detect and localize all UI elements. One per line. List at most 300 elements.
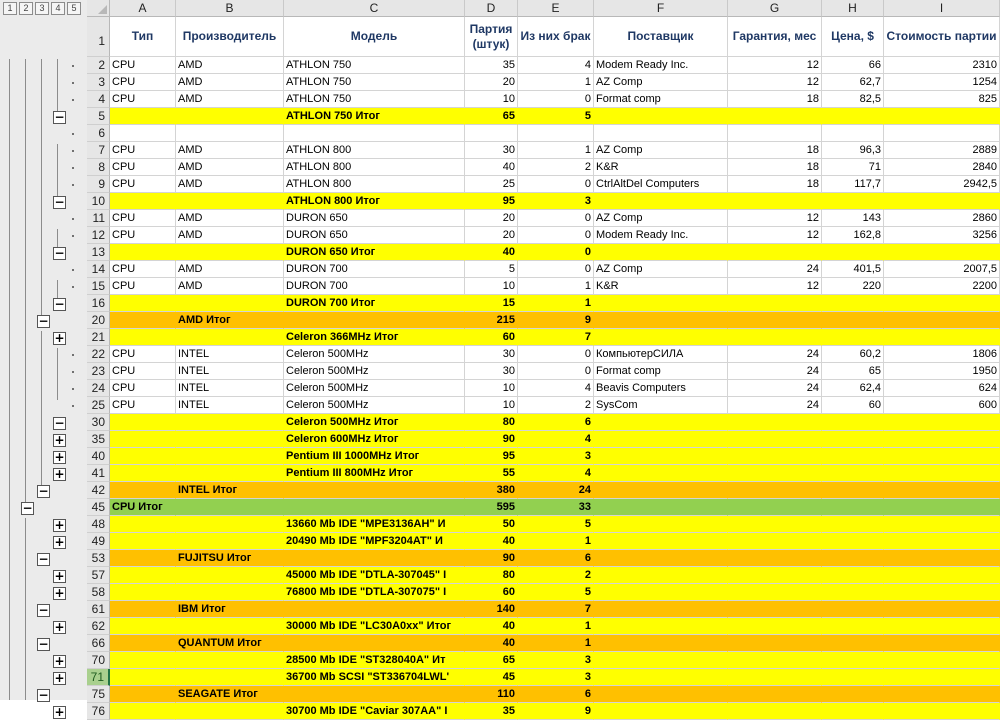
cell-e[interactable]: 1 [518,74,594,91]
column-header-h[interactable]: H [822,0,884,17]
cell-c[interactable]: 20490 Mb IDE "MPF3204AT" И [284,533,465,550]
cell-i[interactable] [884,686,1000,703]
cell-h[interactable]: 66 [822,57,884,74]
collapse-group-button[interactable]: − [54,245,65,260]
row-number[interactable]: 61 [87,601,110,618]
cell-a[interactable]: CPU [110,261,176,278]
cell-g[interactable]: 12 [728,278,822,295]
cell-i[interactable]: 1950 [884,363,1000,380]
cell-g[interactable]: 24 [728,397,822,414]
cell-g[interactable]: 18 [728,176,822,193]
cell-a[interactable]: CPU [110,363,176,380]
cell-g[interactable] [728,584,822,601]
expand-group-button[interactable]: + [54,534,65,549]
cell-h[interactable] [822,108,884,125]
cell-i[interactable] [884,635,1000,652]
cell-h[interactable]: 96,3 [822,142,884,159]
header-cell-e[interactable]: Из них брак [518,17,594,57]
row-number[interactable]: 7 [87,142,110,159]
cell-f[interactable] [594,465,728,482]
expand-group-button[interactable]: + [54,517,65,532]
cell-c[interactable]: Pentium III 800MHz Итог [284,465,465,482]
cell-d[interactable]: 30 [465,363,518,380]
cell-h[interactable] [822,703,884,720]
cell-b[interactable] [176,244,284,261]
cell-c[interactable]: 45000 Mb IDE "DTLA-307045" I [284,567,465,584]
cell-f[interactable]: K&R [594,278,728,295]
cell-a[interactable] [110,533,176,550]
cell-h[interactable] [822,669,884,686]
cell-i[interactable] [884,414,1000,431]
cell-b[interactable]: INTEL [176,380,284,397]
cell-a[interactable] [110,108,176,125]
cell-a[interactable] [110,193,176,210]
cell-b[interactable] [176,431,284,448]
cell-h[interactable] [822,601,884,618]
outline-level-2-button[interactable]: 2 [19,2,33,15]
cell-f[interactable]: Modem Ready Inc. [594,227,728,244]
column-header-i[interactable]: I [884,0,1000,17]
row-number[interactable]: 15 [87,278,110,295]
cell-b[interactable]: INTEL [176,346,284,363]
cell-b[interactable]: AMD [176,74,284,91]
cell-f[interactable] [594,669,728,686]
cell-g[interactable] [728,669,822,686]
cell-d[interactable]: 60 [465,329,518,346]
expand-group-button[interactable]: + [54,704,65,719]
cell-d[interactable]: 95 [465,193,518,210]
cell-h[interactable]: 162,8 [822,227,884,244]
cell-e[interactable]: 0 [518,227,594,244]
cell-b[interactable]: INTEL [176,363,284,380]
cell-c[interactable]: Celeron 500MHz [284,346,465,363]
cell-g[interactable] [728,448,822,465]
cell-a[interactable] [110,686,176,703]
cell-f[interactable] [594,601,728,618]
cell-a[interactable] [110,635,176,652]
cell-d[interactable]: 20 [465,227,518,244]
cell-c[interactable]: DURON 650 Итог [284,244,465,261]
cell-e[interactable]: 6 [518,686,594,703]
column-header-c[interactable]: C [284,0,465,17]
cell-e[interactable]: 3 [518,652,594,669]
cell-i[interactable]: 2942,5 [884,176,1000,193]
cell-e[interactable]: 7 [518,329,594,346]
collapse-group-button[interactable]: − [38,636,49,651]
cell-e[interactable]: 6 [518,550,594,567]
cell-b[interactable]: AMD [176,142,284,159]
cell-e[interactable]: 5 [518,516,594,533]
cell-e[interactable]: 0 [518,210,594,227]
cell-g[interactable]: 18 [728,142,822,159]
cell-d[interactable]: 30 [465,142,518,159]
cell-e[interactable]: 0 [518,176,594,193]
cell-e[interactable]: 3 [518,669,594,686]
cell-d[interactable]: 215 [465,312,518,329]
cell-b[interactable] [176,448,284,465]
expand-group-button[interactable]: + [54,432,65,447]
cell-a[interactable]: CPU [110,57,176,74]
cell-g[interactable] [728,244,822,261]
cell-f[interactable] [594,244,728,261]
cell-e[interactable]: 1 [518,142,594,159]
collapse-group-button[interactable]: − [54,194,65,209]
cell-g[interactable] [728,125,822,142]
cell-a[interactable] [110,482,176,499]
cell-b[interactable] [176,567,284,584]
cell-f[interactable] [594,295,728,312]
cell-f[interactable]: AZ Comp [594,74,728,91]
cell-c[interactable]: ATHLON 750 [284,57,465,74]
row-number[interactable]: 66 [87,635,110,652]
outline-level-3-button[interactable]: 3 [35,2,49,15]
row-number[interactable]: 2 [87,57,110,74]
cell-e[interactable]: 3 [518,448,594,465]
cell-b[interactable]: QUANTUM Итог [176,635,284,652]
cell-c[interactable]: 30000 Mb IDE "LC30A0xx" Итог [284,618,465,635]
cell-a[interactable] [110,516,176,533]
cell-d[interactable]: 90 [465,431,518,448]
cell-d[interactable]: 40 [465,618,518,635]
cell-f[interactable]: Modem Ready Inc. [594,57,728,74]
cell-i[interactable] [884,329,1000,346]
cell-b[interactable] [176,499,284,516]
header-cell-g[interactable]: Гарантия, мес [728,17,822,57]
cell-d[interactable]: 65 [465,108,518,125]
cell-h[interactable]: 82,5 [822,91,884,108]
cell-e[interactable]: 1 [518,533,594,550]
row-number[interactable]: 12 [87,227,110,244]
cell-a[interactable]: CPU [110,210,176,227]
cell-h[interactable] [822,584,884,601]
cell-f[interactable]: SysCom [594,397,728,414]
cell-i[interactable] [884,448,1000,465]
cell-f[interactable] [594,686,728,703]
cell-e[interactable]: 9 [518,703,594,720]
cell-d[interactable]: 40 [465,635,518,652]
cell-i[interactable]: 2007,5 [884,261,1000,278]
cell-e[interactable]: 5 [518,584,594,601]
cell-a[interactable] [110,125,176,142]
cell-g[interactable]: 12 [728,227,822,244]
cell-h[interactable] [822,686,884,703]
cell-e[interactable]: 0 [518,261,594,278]
cell-g[interactable] [728,312,822,329]
cell-f[interactable] [594,414,728,431]
column-header-f[interactable]: F [594,0,728,17]
cell-e[interactable]: 2 [518,159,594,176]
cell-e[interactable]: 3 [518,193,594,210]
collapse-group-button[interactable]: − [54,296,65,311]
cell-c[interactable]: DURON 700 Итог [284,295,465,312]
cell-g[interactable] [728,482,822,499]
cell-a[interactable]: CPU [110,397,176,414]
cell-f[interactable] [594,567,728,584]
cell-a[interactable] [110,618,176,635]
cell-f[interactable]: AZ Comp [594,261,728,278]
cell-f[interactable]: Beavis Computers [594,380,728,397]
cell-g[interactable] [728,652,822,669]
cell-g[interactable]: 24 [728,363,822,380]
cell-f[interactable]: AZ Comp [594,142,728,159]
cell-a[interactable]: CPU [110,91,176,108]
cell-c[interactable]: Celeron 366MHz Итог [284,329,465,346]
cell-h[interactable] [822,618,884,635]
cell-b[interactable] [176,295,284,312]
cell-d[interactable]: 65 [465,652,518,669]
row-number[interactable]: 40 [87,448,110,465]
cell-g[interactable]: 18 [728,91,822,108]
cell-f[interactable] [594,703,728,720]
cell-g[interactable] [728,108,822,125]
cell-a[interactable] [110,414,176,431]
cell-c[interactable]: DURON 700 [284,261,465,278]
expand-group-button[interactable]: + [54,619,65,634]
expand-group-button[interactable]: + [54,670,65,685]
cell-d[interactable]: 40 [465,244,518,261]
cell-a[interactable]: CPU [110,159,176,176]
cell-e[interactable]: 1 [518,278,594,295]
expand-group-button[interactable]: + [54,585,65,600]
row-number[interactable]: 23 [87,363,110,380]
cell-g[interactable] [728,329,822,346]
cell-c[interactable]: 30700 Mb IDE "Caviar 307AA" I [284,703,465,720]
cell-e[interactable]: 1 [518,295,594,312]
row-number[interactable]: 13 [87,244,110,261]
cell-i[interactable]: 2200 [884,278,1000,295]
cell-i[interactable]: 1806 [884,346,1000,363]
cell-d[interactable]: 40 [465,533,518,550]
cell-c[interactable] [284,125,465,142]
cell-e[interactable]: 4 [518,431,594,448]
cell-c[interactable]: Celeron 500MHz Итог [284,414,465,431]
cell-f[interactable] [594,635,728,652]
cell-g[interactable] [728,295,822,312]
cell-e[interactable]: 4 [518,465,594,482]
cell-b[interactable]: AMD [176,278,284,295]
cell-i[interactable]: 2840 [884,159,1000,176]
cell-h[interactable] [822,482,884,499]
cell-g[interactable]: 12 [728,210,822,227]
cell-d[interactable]: 10 [465,91,518,108]
cell-c[interactable]: 13660 Mb IDE "MPE3136AH" И [284,516,465,533]
cell-e[interactable]: 1 [518,618,594,635]
cell-c[interactable]: Celeron 500MHz [284,380,465,397]
cell-h[interactable]: 117,7 [822,176,884,193]
cell-g[interactable]: 24 [728,261,822,278]
cell-a[interactable]: CPU [110,74,176,91]
cell-c[interactable] [284,635,465,652]
cell-c[interactable] [284,499,465,516]
cell-g[interactable]: 12 [728,57,822,74]
cell-c[interactable]: Celeron 500MHz [284,397,465,414]
cell-g[interactable] [728,499,822,516]
cell-a[interactable] [110,652,176,669]
header-cell-d[interactable]: Партия (штук) [465,17,518,57]
cell-h[interactable] [822,244,884,261]
cell-b[interactable]: AMD [176,159,284,176]
cell-e[interactable]: 1 [518,635,594,652]
cell-i[interactable] [884,499,1000,516]
cell-b[interactable]: AMD Итог [176,312,284,329]
cell-b[interactable] [176,669,284,686]
cell-c[interactable] [284,601,465,618]
row-number[interactable]: 25 [87,397,110,414]
cell-f[interactable]: КомпьютерСИЛА [594,346,728,363]
cell-i[interactable]: 624 [884,380,1000,397]
row-number[interactable]: 41 [87,465,110,482]
cell-d[interactable]: 55 [465,465,518,482]
cell-h[interactable]: 143 [822,210,884,227]
cell-c[interactable]: ATHLON 750 [284,74,465,91]
cell-h[interactable] [822,550,884,567]
cell-b[interactable] [176,193,284,210]
cell-f[interactable]: K&R [594,159,728,176]
header-cell-f[interactable]: Поставщик [594,17,728,57]
cell-d[interactable]: 10 [465,397,518,414]
cell-i[interactable] [884,193,1000,210]
cell-a[interactable] [110,567,176,584]
cell-i[interactable] [884,533,1000,550]
cell-i[interactable]: 600 [884,397,1000,414]
cell-d[interactable]: 80 [465,567,518,584]
cell-d[interactable]: 90 [465,550,518,567]
cell-f[interactable] [594,329,728,346]
cell-g[interactable] [728,516,822,533]
cell-f[interactable] [594,448,728,465]
cell-b[interactable] [176,414,284,431]
cell-g[interactable] [728,431,822,448]
cell-f[interactable]: AZ Comp [594,210,728,227]
cell-h[interactable] [822,465,884,482]
cell-e[interactable]: 7 [518,601,594,618]
outline-level-4-button[interactable]: 4 [51,2,65,15]
cell-h[interactable]: 62,4 [822,380,884,397]
outline-level-5-button[interactable]: 5 [67,2,81,15]
cell-h[interactable] [822,635,884,652]
cell-d[interactable]: 80 [465,414,518,431]
column-header-a[interactable]: A [110,0,176,17]
cell-d[interactable] [465,125,518,142]
row-number[interactable]: 5 [87,108,110,125]
cell-i[interactable]: 2860 [884,210,1000,227]
cell-h[interactable] [822,312,884,329]
cell-a[interactable] [110,295,176,312]
cell-d[interactable]: 30 [465,346,518,363]
header-cell-b[interactable]: Производитель [176,17,284,57]
expand-group-button[interactable]: + [54,653,65,668]
cell-d[interactable]: 15 [465,295,518,312]
cell-e[interactable] [518,125,594,142]
cell-c[interactable]: Pentium III 1000MHz Итог [284,448,465,465]
cell-a[interactable]: CPU [110,380,176,397]
expand-group-button[interactable]: + [54,449,65,464]
cell-b[interactable] [176,516,284,533]
cell-g[interactable]: 12 [728,74,822,91]
row-number[interactable]: 20 [87,312,110,329]
cell-a[interactable]: CPU [110,346,176,363]
cell-b[interactable] [176,652,284,669]
cell-h[interactable]: 60,2 [822,346,884,363]
cell-i[interactable] [884,550,1000,567]
cell-i[interactable]: 825 [884,91,1000,108]
cell-c[interactable]: Celeron 600MHz Итог [284,431,465,448]
cell-e[interactable]: 0 [518,363,594,380]
cell-h[interactable] [822,567,884,584]
row-number[interactable]: 76 [87,703,110,720]
cell-c[interactable]: 76800 Mb IDE "DTLA-307075" I [284,584,465,601]
cell-c[interactable]: 28500 Mb IDE "ST328040A" Ит [284,652,465,669]
cell-c[interactable] [284,550,465,567]
cell-d[interactable]: 380 [465,482,518,499]
column-header-b[interactable]: B [176,0,284,17]
cell-h[interactable] [822,414,884,431]
header-cell-c[interactable]: Модель [284,17,465,57]
cell-b[interactable]: INTEL [176,397,284,414]
cell-f[interactable] [594,618,728,635]
row-number[interactable]: 9 [87,176,110,193]
cell-e[interactable]: 0 [518,346,594,363]
cell-b[interactable] [176,125,284,142]
cell-e[interactable]: 24 [518,482,594,499]
cell-i[interactable] [884,431,1000,448]
collapse-group-button[interactable]: − [38,687,49,702]
row-number[interactable]: 71 [87,669,110,686]
cell-h[interactable] [822,652,884,669]
cell-h[interactable] [822,125,884,142]
cell-e[interactable]: 6 [518,414,594,431]
cell-f[interactable] [594,516,728,533]
cell-f[interactable] [594,584,728,601]
cell-d[interactable]: 10 [465,380,518,397]
cell-d[interactable]: 5 [465,261,518,278]
row-number[interactable]: 16 [87,295,110,312]
cell-f[interactable] [594,125,728,142]
cell-a[interactable] [110,312,176,329]
cell-b[interactable]: SEAGATE Итог [176,686,284,703]
row-number[interactable]: 1 [87,17,110,57]
collapse-group-button[interactable]: − [54,109,65,124]
cell-g[interactable]: 24 [728,380,822,397]
cell-i[interactable] [884,669,1000,686]
cell-b[interactable] [176,108,284,125]
cell-g[interactable] [728,686,822,703]
cell-a[interactable]: CPU Итог [110,499,176,516]
cell-d[interactable]: 20 [465,210,518,227]
cell-g[interactable] [728,635,822,652]
cell-d[interactable]: 25 [465,176,518,193]
collapse-group-button[interactable]: − [38,313,49,328]
cell-i[interactable] [884,618,1000,635]
cell-h[interactable]: 62,7 [822,74,884,91]
row-number[interactable]: 70 [87,652,110,669]
cell-g[interactable] [728,567,822,584]
row-number[interactable]: 58 [87,584,110,601]
cell-h[interactable] [822,193,884,210]
cell-h[interactable] [822,329,884,346]
cell-b[interactable]: IBM Итог [176,601,284,618]
row-number[interactable]: 6 [87,125,110,142]
expand-group-button[interactable]: + [54,466,65,481]
row-number[interactable]: 53 [87,550,110,567]
cell-a[interactable]: CPU [110,227,176,244]
row-number[interactable]: 45 [87,499,110,516]
collapse-group-button[interactable]: − [54,415,65,430]
cell-e[interactable]: 2 [518,397,594,414]
header-cell-h[interactable]: Цена, $ [822,17,884,57]
cell-g[interactable] [728,703,822,720]
cell-h[interactable]: 65 [822,363,884,380]
